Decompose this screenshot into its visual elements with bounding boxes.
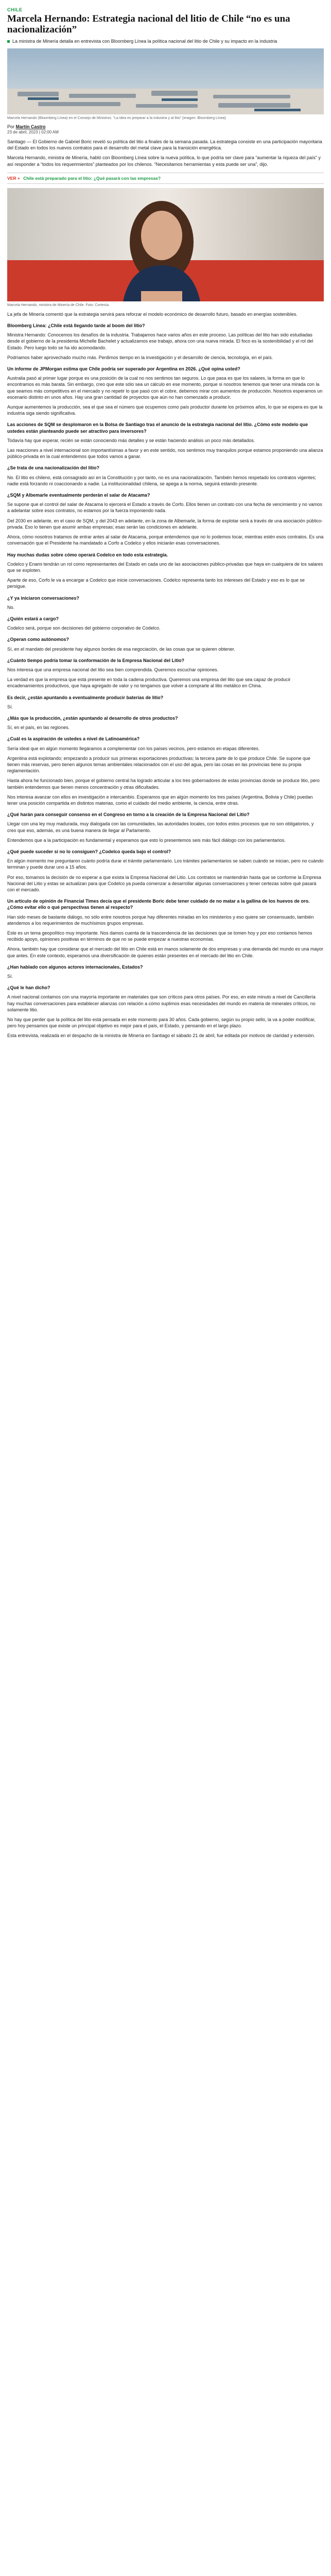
- body-paragraph: La jefa de Minería comentó que la estrategia servirá para reforzar el modelo económico de desarrollo futuro, basado en energías sostenibles.: [7, 311, 298, 317]
- article: [7, 0, 324, 1050]
- summary-bullet: La ministra de Minería detalla en entrevista con Bloomberg Línea la política nacional del litio de Chile y su impacto en la industria: [7, 38, 324, 44]
- interview-qa: [7, 323, 324, 1039]
- interview-question: Un artículo de opinión de Financial Times decía que el presidente Boric debe tener cuidado de no matar a la gallina de los huevos de oro. ¿Cómo evitar ello o qué perspectivas tienen al respecto?: [7, 899, 310, 910]
- hero-caption: Marcela Hernando (Bloomberg Línea) en el Consejo de Ministros. “La idea es preparar a la industria y al litio” (imagen: Bloomberg Línea): [7, 116, 226, 120]
- hero-image: [7, 48, 324, 114]
- portrait-caption: Marcela Hernando, ministra de Minería de Chile. Foto: Cortesía.: [7, 303, 110, 307]
- intro-paragraph: Santiago — El Gobierno de Gabriel Boric reveló su política del litio a finales de la semana pasada. La estrategia consiste en una participación mayoritaria del Estado en todos los nuevos contratos para el desarrollo del metal clave para la transición energética.: [7, 139, 322, 151]
- interview-answer: Codelco y Enami tendrán un rol como representantes del Estado en cada uno de las asociaciones público-privadas que haya en cualquiera de los salares que se exploten.: [7, 561, 323, 573]
- see-also-label: VER +: [7, 175, 20, 181]
- interview-answer: No hay que perder que la política del litio está pensada en este momento para 30 años. Cada gobierno, según su propio sello, la va a poder modificar, pero hoy pensamos que existe un principal objetivo es mejor para el país, el Estado, y pensando en el largo plazo.: [7, 1017, 316, 1029]
- interview-answer: Entendemos que a la participación es fundamental y esperamos que esto lo presentemos seis más fácil diálogo con los parlamentarios.: [7, 837, 286, 843]
- interview-question: Bloomberg Línea: ¿Chile está llegando tarde al boom del litio?: [7, 323, 145, 329]
- interview-answer: A nivel nacional contamos con una mayoría importante en materiales que son críticos para otros países. Por eso, en este minuto a nivel de Cancillería hay muchas conversaciones para establecer alianzas con relación a cómo suplimos esas necesidades del mundo en materia de minerales críticos, no solamente litio.: [7, 994, 316, 1012]
- interview-question: ¿Han hablado con algunos actores internacionales, Estados?: [7, 964, 143, 970]
- publish-date: 23 de abril, 2023 | 02:00 AM: [7, 130, 59, 134]
- section-tag[interactable]: CHILE: [7, 7, 23, 12]
- interview-answer: Del 2030 en adelante, en el caso de SQM, y del 2043 en adelante, en la zona de Albemarle, la forma de explotar será a través de una asociación público-privada. Eso lo tienen que asumir ambas empresas; esas serán las condiciones en adelante.: [7, 518, 323, 530]
- interview-answer: Las reacciones a nivel internacional son importantísimas a favor y en este sentido, nos sentimos muy tranquilos porque estamos proponiendo una alianza público-privada en la cual entendemos que todos vamos a ganar.: [7, 448, 323, 460]
- interview-answer: Podríamos haber aprovechado mucho más. Perdimos tiempo en la investigación y el desarrollo de ciencia, tecnología, en el país.: [7, 354, 273, 360]
- interview-answer: Australia pasó al primer lugar porque es una posición de la cual no nos sentimos tan seguros. Lo que pasa es que los salares, la forma en que lo encontramos es más barata. Sin embargo, creo que este sólo sea un cálculo en ese momento, porque si nosotros tenemos que tener una mirada con la que seamos más competitivos en el mercado y no repetir lo que pasó con el cobre, debemos mirar con aumentos de producción. Nosotros esperamos un escenario distinto en unos años. Hay una gran cantidad de proyectos que aún no han comenzado a producir.: [7, 376, 323, 400]
- interview-question: ¿SQM y Albemarle eventualmente perderán el salar de Atacama?: [7, 493, 150, 498]
- interview-question: ¿Qué harán para conseguir consenso en el Congreso en torno a la creación de la Empresa Nacional del Litio?: [7, 812, 250, 818]
- interview-question: Las acciones de SQM se desplomaron en la Bolsa de Santiago tras el anuncio de la estrategia nacional del litio. ¿Cómo este modelo que ustedes están planteando puede ser atractivo para inversores?: [7, 422, 308, 434]
- interview-answer: Este es un tema geopolítico muy importante. Nos damos cuenta de la trascendencia de las decisiones que se tomen hoy y por eso contamos hemos recibido apoyo, opiniones positivas en términos de que no se puede empezar a nuestras economías.: [7, 930, 312, 942]
- interview-answer: Llegar con una ley muy madurada, muy dialogada con las comunidades, las autoridades locales, con todos estos procesos que no son obligatorios, y creo que eso, además, es una buena manera de llegar al Parlamento.: [7, 821, 314, 833]
- interview-question: ¿Qué le han dicho?: [7, 985, 50, 991]
- interview-answer: Sería ideal que en algún momento llegáramos a complementar con los países vecinos, pero estamos en etapas diferentes.: [7, 745, 260, 751]
- article-title: Marcela Hernando: Estrategia nacional del litio de Chile “no es una nacionalización”: [7, 13, 290, 35]
- interview-question: ¿Qué puede suceder si no lo consiguen? ¿Codelco queda bajo el control?: [7, 849, 171, 854]
- interview-question: ¿Quién estará a cargo?: [7, 616, 59, 621]
- interview-question: ¿Más que la producción, ¿están apuntando al desarrollo de otros productos?: [7, 715, 178, 721]
- interview-question: ¿Operan como autónomos?: [7, 637, 69, 642]
- interview-answer: No. El litio es chileno, está consagrado así en la Constitución y por tanto, no es una nacionalización. También hemos respetado los contratos vigentes; nadie está forzando ni coaccionando a nadie. La institucionalidad chilena, se apega a la norma, seguirá estando presente.: [7, 474, 317, 486]
- interview-answer: La verdad es que la empresa que está presente en toda la cadena productiva. Queremos una empresa del litio que sea capaz de producir encadenamientos productivos, que haya agregado de valor y no tengamos que volver a comprarle al litio metálico en China.: [7, 677, 291, 689]
- interview-answer: Esta entrevista, realizada en el despacho de la ministra de Minería en Santiago el sábado 21 de abril, fue editada por motivos de claridad y extensión.: [7, 1033, 315, 1039]
- interview-answer: Nos interesa avanzar con ellos en investigación e intercambio. Esperamos que en algún momento los tres países (Argentina, Bolivia y Chile) puedan tener una posición compartida en distintos materias, como el cuidado del medio ambiente, la ciencia, entre otras.: [7, 794, 313, 806]
- interview-answer: Aparte de eso, Corfo le va a encargar a Codelco que inicie conversaciones. Codelco representa tanto los intereses del Estado y eso es lo que se persigue.: [7, 578, 305, 589]
- interview-question: Un informe de JPMorgan estima que Chile podría ser superado por Argentina en 2026. ¿Qué opina usted?: [7, 366, 240, 372]
- byline: [7, 124, 324, 129]
- interview-answer: Aunque aumentemos la producción, sea el que sea el número que ocupemos como país productor durante los próximos años, lo que se espera es que la industria siga siendo significativa.: [7, 404, 323, 416]
- interview-answer: Sí.: [7, 704, 13, 709]
- interview-question: ¿Y ya iniciaron conversaciones?: [7, 595, 79, 601]
- interview-answer: Codelco será, porque son decisiones del gobierno corporativo de Codelco.: [7, 625, 161, 631]
- interview-answer: Argentina está explotando; empezando a producir sus primeras exportaciones productivas; la tercera parte de lo que produce Chile. Se supone que tienen más reservas, pero tienen algunos temas ambientales relacionados con el uso del agua, pero las cosas en las provincias tiene su propia reglamentación.: [7, 755, 310, 774]
- interview-answer: Ministra Hernando: Conocemos los desafíos de la industria. Trabajamos hace varios años en este proceso. Las políticas del litio han sido estudiadas desde el gobierno de la presidenta Michelle Bachelet y actualizamos ese trabajo, ahora con una nueva mirada. El foco es la sostenibilidad y el rol del Estado. Pero luego todo se ha ido acomodando.: [7, 332, 313, 350]
- summary-bullets: [7, 38, 324, 44]
- interview-question: ¿Cuánto tiempo podría tomar la conformación de la Empresa Nacional del Litio?: [7, 657, 185, 663]
- interview-answer: Todavía hay que esperar, recién se están conociendo más detalles y se están haciendo análisis un poco más detallados.: [7, 437, 255, 443]
- interview-answer: En algún momento me preguntaron cuánto podría durar el trámite parlamentario. Los trámites parlamentarios se saben cuándo se inician, pero no cuándo terminan y puede durar uno a 15 años.: [7, 858, 324, 870]
- interview-answer: Ahora, cómo nosotros tratamos de entrar antes al salar de Atacama, porque entendemos que no lo podemos tocar, mientras estén esos contratos. Es una conversación que el Presidente ha mandatado a Corfo a Codelco y ellos iniciarán esas conversaciones.: [7, 534, 324, 546]
- see-also-box[interactable]: [7, 173, 324, 184]
- interview-question: ¿Cuál es la aspiración de ustedes a nivel de Latinoamérica?: [7, 736, 140, 742]
- interview-answer: Se supone que el control del salar de Atacama lo ejercerá el Estado a través de Corfo. Ellos tienen un contrato con una fecha de vencimiento y no vamos a adelantar sobre esos contratos, no estamos por la fuerza imponiendo nada.: [7, 502, 322, 514]
- interview-answer: Por eso, tomamos la decisión de no esperar a que exista la Empresa Nacional del Litio. Los contratos se mantendrán hasta que se conforme la Empresa Nacional del Litio y estas se actualizan para que Codelco ya pueda comenzar a desarrollar algunas conversaciones y tener certezas sobre qué pasará con el mercado.: [7, 874, 321, 893]
- interview-answer: Hasta ahora he funcionado bien, porque el gobierno central ha logrado articular a los tres gobernadores de estas provincias donde se produce litio, pero también entendemos que tienen menos concentración y otras dificultades.: [7, 778, 320, 790]
- author-link[interactable]: Martín Castro: [15, 124, 46, 129]
- interview-question: Hay muchas dudas sobre cómo operará Codelco en todo esta estrategia.: [7, 552, 168, 557]
- intro-paragraph: Marcela Hernando, ministra de Minería, habló con Bloomberg Línea sobre la nueva política, lo que podría ser clave para “aumentar la riqueza del país” y así responder a “todos los requerimientos” planteados por los chilenos. “Necesitamos herramientas y esta puede ser una”, dijo.: [7, 155, 321, 167]
- interview-answer: Ahora, también hay que considerar que el mercado del litio en Chile está en manos solamente de dos empresas y una demanda del mundo es una mayor que antes. En este contexto, esperamos una diversificación de quienes están presentes en el mercado del litio en Chile.: [7, 946, 323, 958]
- interview-question: Es decir, ¿están apuntando a eventualmente producir baterías de litio?: [7, 694, 164, 700]
- interview-answer: No.: [7, 604, 15, 610]
- interview-answer: Sí.: [7, 974, 13, 979]
- interview-question: ¿Se trata de una nacionalización del litio?: [7, 465, 100, 471]
- interview-answer: Sí, en el país, en las regiones.: [7, 725, 70, 731]
- interview-answer: Sí, en el mandato del presidente hay algunos bordes de esa negociación, de las cosas que se quieren obtener.: [7, 646, 235, 652]
- portrait-image: [7, 188, 324, 301]
- interview-answer: Han sido meses de bastante diálogo, no sólo entre nosotros porque hay diferentes miradas en los ministerios y eso quiere ser consensuado, también atendemos a los requerimientos de muchísimos grupos empresas.: [7, 914, 314, 926]
- interview-answer: Nos interesa que una empresa nacional del litio sea bien comprendida. Queremos escuchar opiniones.: [7, 667, 219, 672]
- see-also-link[interactable]: Chile está preparado para el litio: ¿Qué pasará con las empresas?: [23, 175, 161, 181]
- byline-prefix: Por: [7, 124, 15, 129]
